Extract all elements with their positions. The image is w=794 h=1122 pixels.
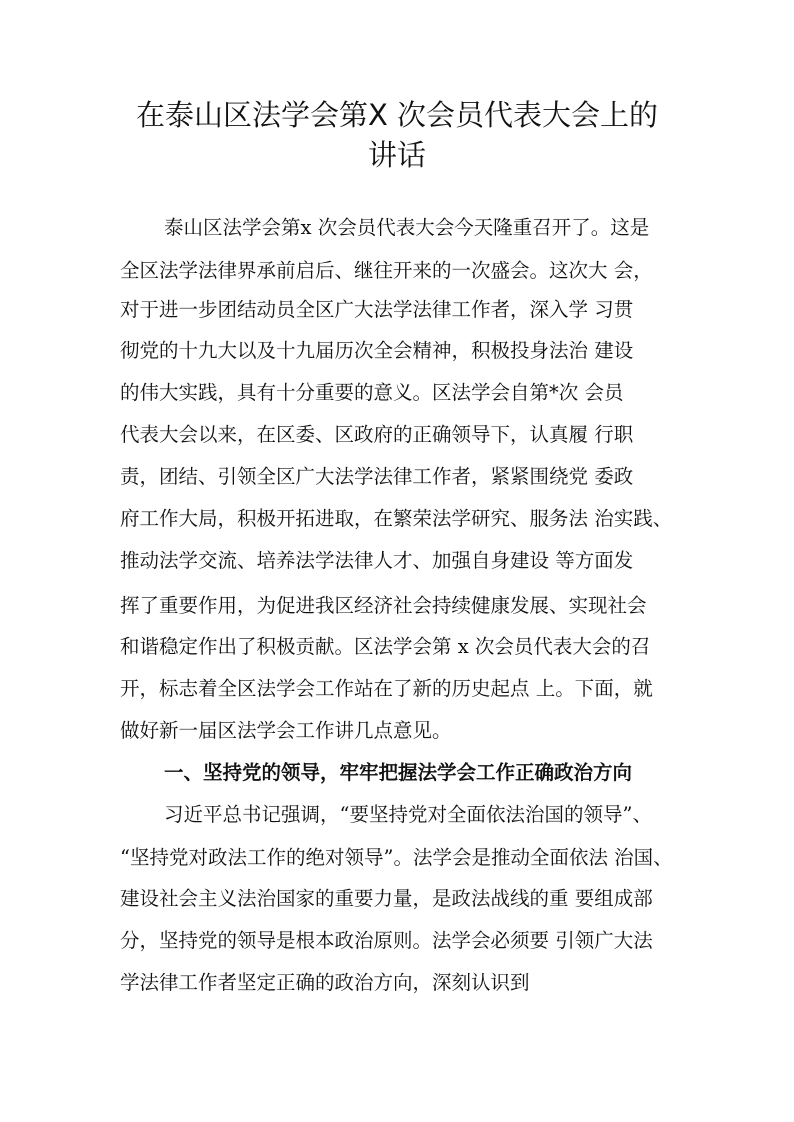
paragraph-line: 分，坚持党的领导是根本政治原则。法学会必须要 引领广大法 xyxy=(120,929,653,952)
paragraph-line: 对于进一步团结动员全区广大法学法律工作者，深入学 习贯 xyxy=(120,298,634,321)
paragraph-line: 做好新一届区法学会工作讲几点意见。 xyxy=(120,719,452,742)
paragraph-line: 代表大会以来，在区委、区政府的正确领导下，认真履 行职 xyxy=(120,423,634,446)
paragraph-line: 推动法学交流、培养法学法律人才、加强自身建设 等方面发 xyxy=(120,549,634,572)
paragraph-line: 府工作大局，积极开拓进取，在繁荣法学研究、服务法 治实践、 xyxy=(120,507,673,530)
paragraph-line: 全区法学法律界承前启后、继往开来的一次盛会。这次大 会， xyxy=(120,259,653,282)
paragraph-line: 开，标志着全区法学会工作站在了新的历史起点 上。下面，就 xyxy=(120,677,653,700)
paragraph-line: 挥了重要作用，为促进我区经济社会持续健康发展、实现社会 xyxy=(120,594,647,617)
section-heading: 一、坚持党的领导，牢牢把握法学会工作正确政治方向 xyxy=(164,761,633,784)
paragraph-line: 责，团结、引领全区广大法学法律工作者，紧紧围绕党 委政 xyxy=(120,465,634,488)
paragraph-line: 建设社会主义法治国家的重要力量，是政法战线的重 要组成部 xyxy=(120,887,653,910)
paragraph-line: 和谐稳定作出了积极贡献。区法学会第 x 次会员代表大会的召 xyxy=(120,635,651,658)
paragraph-line: 泰山区法学会第x 次会员代表大会今天隆重召开了。这是 xyxy=(164,216,650,239)
paragraph-line: 习近平总书记强调，“要坚持党对全面依法治国的领导”、 xyxy=(164,803,652,826)
document-title-line-1: 在泰山区法学会第X 次会员代表大会上的 xyxy=(135,98,659,132)
paragraph-line: 学法律工作者坚定正确的政治方向，深刻认识到 xyxy=(120,971,530,994)
paragraph-line: 的伟大实践，具有十分重要的意义。区法学会自第*次 会员 xyxy=(120,381,624,404)
document-title-line-2: 讲话 xyxy=(367,138,426,172)
paragraph-line: 彻党的十九大以及十九届历次全会精神，积极投身法治 建设 xyxy=(120,339,634,362)
paragraph-line: “坚持党对政法工作的绝对领导”。法学会是推动全面依法 治国、 xyxy=(120,846,673,869)
